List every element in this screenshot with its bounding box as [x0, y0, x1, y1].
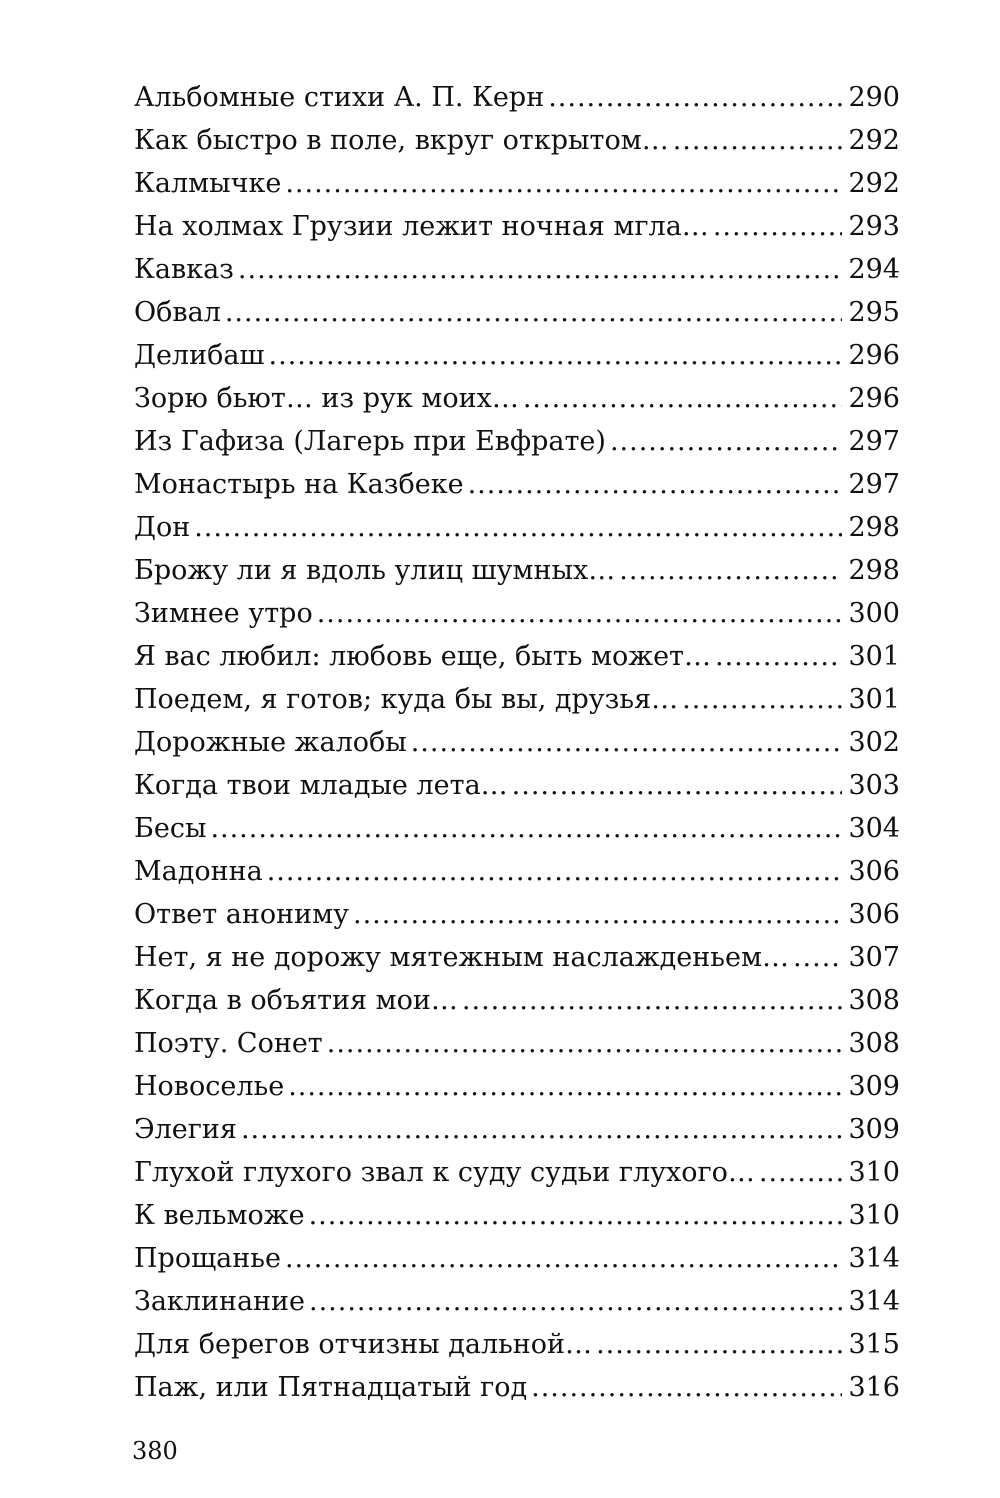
dot-leader — [241, 1108, 842, 1151]
toc-entry-title: Паж, или Пятнадцатый год — [134, 1372, 528, 1403]
dot-leader — [462, 979, 843, 1022]
toc-entry — [134, 1065, 900, 1108]
toc-entry-page-number: 298 — [848, 555, 900, 586]
toc-entry-page-number: 310 — [848, 1200, 900, 1231]
dot-leader — [715, 635, 842, 678]
dot-leader — [353, 893, 842, 936]
toc-entry-page-number: 290 — [848, 82, 900, 113]
toc-entry — [134, 463, 900, 506]
dot-leader — [548, 76, 842, 119]
dot-leader — [267, 850, 843, 893]
dot-leader — [317, 592, 843, 635]
toc-entry-title: Новоселье — [134, 1071, 285, 1102]
toc-entry-page-number: 306 — [848, 856, 900, 887]
toc-entry-page-number: 310 — [848, 1157, 900, 1188]
dot-leader — [610, 420, 843, 463]
toc-entry-title: Поэту. Сонет — [134, 1028, 323, 1059]
dot-leader — [269, 334, 843, 377]
dot-leader — [523, 377, 843, 420]
toc-entry-page-number: 292 — [848, 168, 900, 199]
dot-leader — [793, 936, 842, 979]
dot-leader — [468, 463, 843, 506]
toc-entry — [134, 291, 900, 334]
toc-entry — [134, 979, 900, 1022]
toc-entry-title: Калмычке — [134, 168, 282, 199]
toc-entry-page-number: 295 — [848, 297, 900, 328]
toc-entry-title: Глухой глухого звал к суду судьи глухого… — [134, 1157, 755, 1188]
toc-entry-page-number: 301 — [848, 641, 900, 672]
toc-entry — [134, 334, 900, 377]
toc-entry-page-number: 298 — [848, 512, 900, 543]
dot-leader — [285, 1237, 842, 1280]
toc-entry — [134, 1151, 900, 1194]
toc-entry-title: Делибаш — [134, 340, 265, 371]
dot-leader — [682, 678, 842, 721]
toc-entry-title: Альбомные стихи А. П. Керн — [134, 82, 545, 113]
dot-leader — [288, 1065, 842, 1108]
toc-entry-title: Элегия — [134, 1114, 237, 1145]
dot-leader — [194, 506, 842, 549]
toc-entry-title: Дон — [134, 512, 191, 543]
dot-leader — [285, 162, 842, 205]
toc-entry-page-number: 297 — [848, 426, 900, 457]
dot-leader — [309, 1194, 843, 1237]
dot-leader — [309, 1280, 842, 1323]
toc-entry — [134, 936, 900, 979]
toc-entry-page-number: 306 — [848, 899, 900, 930]
toc-entry-page-number: 292 — [848, 125, 900, 156]
toc-entry-title: К вельможе — [134, 1200, 305, 1231]
toc-entry — [134, 1194, 900, 1237]
toc-entry — [134, 1237, 900, 1280]
toc-entry-title: Мадонна — [134, 856, 263, 887]
toc-entry-page-number: 300 — [848, 598, 900, 629]
table-of-contents — [134, 76, 900, 1409]
toc-entry-title: На холмах Грузии лежит ночная мгла… — [134, 211, 709, 242]
dot-leader — [531, 1366, 842, 1409]
toc-entry-title: Кавказ — [134, 254, 234, 285]
dot-leader — [327, 1022, 843, 1065]
toc-entry-page-number: 303 — [848, 770, 900, 801]
toc-entry-title: Монастырь на Казбеке — [134, 469, 464, 500]
dot-leader — [512, 764, 843, 807]
toc-entry-title: Как быстро в поле, вкруг открытом… — [134, 125, 669, 156]
toc-entry — [134, 764, 900, 807]
toc-entry — [134, 635, 900, 678]
toc-entry — [134, 248, 900, 291]
toc-entry — [134, 549, 900, 592]
dot-leader — [411, 721, 843, 764]
toc-entry — [134, 678, 900, 721]
toc-entry-title: Зимнее утро — [134, 598, 313, 629]
dot-leader — [673, 119, 843, 162]
toc-entry-title: Поедем, я готов; куда бы вы, друзья… — [134, 684, 679, 715]
toc-entry-title: Обвал — [134, 297, 221, 328]
toc-entry-page-number: 296 — [848, 340, 900, 371]
toc-entry-page-number: 294 — [848, 254, 900, 285]
toc-entry-page-number: 301 — [848, 684, 900, 715]
toc-entry — [134, 721, 900, 764]
toc-entry-title: Для берегов отчизны дальной… — [134, 1329, 593, 1360]
toc-entry-page-number: 315 — [848, 1329, 900, 1360]
toc-entry-title: Нет, я не дорожу мятежным наслажденьем… — [134, 942, 789, 973]
toc-entry — [134, 1323, 900, 1366]
toc-entry-title: Ответ анониму — [134, 899, 349, 930]
dot-leader — [238, 248, 843, 291]
toc-entry — [134, 807, 900, 850]
toc-entry — [134, 119, 900, 162]
toc-entry-title: Бесы — [134, 813, 207, 844]
toc-entry-title: Прощанье — [134, 1243, 281, 1274]
toc-entry-page-number: 308 — [848, 1028, 900, 1059]
toc-entry — [134, 420, 900, 463]
toc-entry-page-number: 302 — [848, 727, 900, 758]
toc-entry — [134, 506, 900, 549]
toc-entry-title: Брожу ли я вдоль улиц шумных… — [134, 555, 616, 586]
toc-entry — [134, 893, 900, 936]
toc-entry-page-number: 309 — [848, 1071, 900, 1102]
toc-entry-page-number: 314 — [848, 1243, 900, 1274]
toc-entry-title: Когда твои младые лета… — [134, 770, 508, 801]
toc-entry-page-number: 293 — [848, 211, 900, 242]
dot-leader — [713, 205, 843, 248]
toc-entry — [134, 377, 900, 420]
toc-entry — [134, 1280, 900, 1323]
dot-leader — [210, 807, 842, 850]
toc-entry — [134, 205, 900, 248]
dot-leader — [225, 291, 843, 334]
toc-entry-page-number: 308 — [848, 985, 900, 1016]
toc-entry — [134, 1366, 900, 1409]
toc-entry-title: Зорю бьют… из рук моих… — [134, 383, 519, 414]
toc-entry — [134, 76, 900, 119]
toc-entry — [134, 850, 900, 893]
toc-entry-page-number: 314 — [848, 1286, 900, 1317]
dot-leader — [619, 549, 842, 592]
toc-entry-title: Из Гафиза (Лагерь при Евфрате) — [134, 426, 606, 457]
dot-leader — [596, 1323, 842, 1366]
toc-entry-title: Заклинание — [134, 1286, 306, 1317]
toc-entry-title: Я вас любил: любовь еще, быть может… — [134, 641, 711, 672]
toc-entry-title: Дорожные жалобы — [134, 727, 407, 758]
toc-entry-page-number: 297 — [848, 469, 900, 500]
dot-leader — [759, 1151, 843, 1194]
toc-entry — [134, 162, 900, 205]
toc-entry-page-number: 304 — [848, 813, 900, 844]
toc-entry — [134, 592, 900, 635]
page-number: 380 — [132, 1437, 178, 1465]
toc-entry — [134, 1108, 900, 1151]
toc-entry-page-number: 316 — [848, 1372, 900, 1403]
toc-entry-page-number: 296 — [848, 383, 900, 414]
toc-entry-page-number: 309 — [848, 1114, 900, 1145]
toc-entry-page-number: 307 — [848, 942, 900, 973]
toc-entry — [134, 1022, 900, 1065]
toc-entry-title: Когда в объятия мои… — [134, 985, 458, 1016]
